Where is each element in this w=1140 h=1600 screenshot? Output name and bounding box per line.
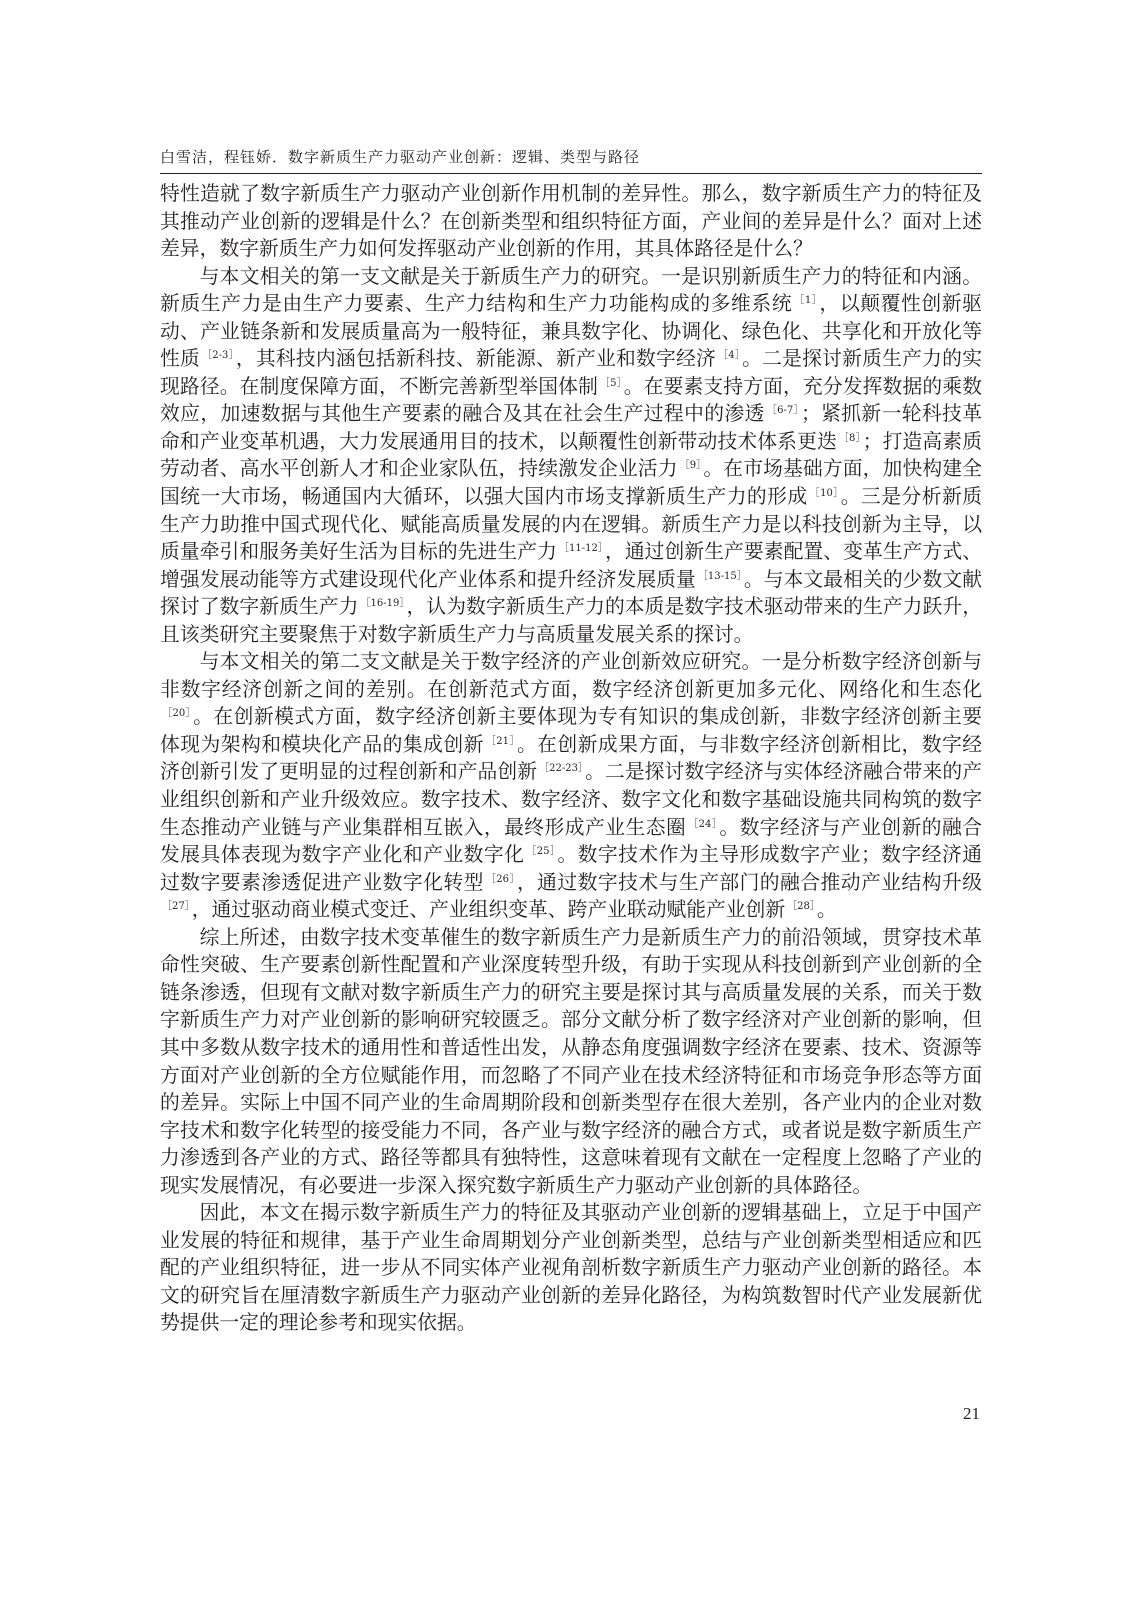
paragraph-text: 与本文相关的第二支文献是关于数字经济的产业创新效应研究。一是分析数字经济创新与非数字经济创新之间的差别。在创新范式方面，数字经济创新更加多元化、网络化和生态化: [160, 650, 982, 701]
paragraph-text: 。数字经济与产业创新的融合发展具体表现为数字产业化和产业数字化: [160, 815, 982, 867]
paragraph-text: 综上所述，由数字技术变革催生的数字新质生产力是新质生产力的前沿领域，贯穿技术革命性突破、生产要素创新性配置和产业深度转型升级，有助于实现从科技创新到产业创新的全链条渗透，但现有文献对数字新质生产力的研究主要是探讨其与高质量发展的关系，而关于数字新质生产力对产业创新的影响研究较匮乏。部分文献分析了数字经济对产业创新的影响，但其中多数从数字技术的通用性和普适性出发，从静态角度强调数字经济在要素、技术、资源等方面对产业创新的全方位赋能作用，而忽略了不同产业在技术经济特征和市场竞争形态等方面的差异。实际上中国不同产业的生命周期阶段和创新类型存在很大差别，各产业内的企业对数字技术和数字化转型的接受能力不同，各产业与数字经济的融合方式，或者说是数字新质生产力渗透到各产业的方式、路径等都具有独特性，这意味着现有文献在一定程度上忽略了产业的现实发展情况，有必要进一步深入探究数字新质生产力驱动产业创新的具体路径。: [160, 925, 982, 1197]
citation-ref[interactable]: ［16-19］: [360, 598, 405, 610]
citation-ref[interactable]: ［27］: [162, 901, 190, 913]
citation-ref[interactable]: ［28］: [787, 901, 815, 913]
paragraph: [160, 180, 982, 263]
citation-ref[interactable]: ［13-15］: [697, 570, 742, 582]
paragraph-text: 。在要素支持方面，充分发挥数据的乘数效应，加速数据与其他生产要素的融合及其在社会生产过程中的渗透: [160, 374, 982, 426]
citation-ref[interactable]: ［10］: [809, 488, 839, 500]
paragraph-text: ，以颠覆性创新驱动、产业链条新和发展质量高为一般特征，兼具数字化、协调化、绿色化、共享化和开放化等性质: [160, 292, 982, 371]
paragraph-text: ，通过驱动商业模式变迁、产业组织变革、跨产业联动赋能产业创新: [191, 898, 786, 922]
citation-ref[interactable]: ［4］: [718, 350, 741, 362]
citation-ref[interactable]: ［9］: [679, 460, 702, 472]
paragraph-text: 。二是探讨新质生产力的实现路径。在制度保障方面，不断完善新型举国体制: [160, 347, 982, 398]
paragraph-text: 。与本文最相关的少数文献探讨了数字新质生产力: [160, 567, 982, 619]
paragraph-text: 。在创新成果方面，与非数字经济创新相比，数字经济创新引发了更明显的过程创新和产品创新: [160, 732, 982, 784]
paragraph-text: 。数字技术作为主导形成数字产业；数字经济通过数字要素渗透促进产业数字化转型: [160, 843, 982, 894]
citation-ref[interactable]: ［6-7］: [766, 405, 799, 417]
citation-ref[interactable]: ［5］: [600, 377, 622, 389]
paragraph-text: ；紧抓新一轮科技革命和产业变革机遇，大力发展通用目的技术，以颠覆性创新带动技术体系更迭: [160, 402, 982, 453]
paragraph-text: 特性造就了数字新质生产力驱动产业创新作用机制的差异性。那么，数字新质生产力的特征及其推动产业创新的逻辑是什么？在创新类型和组织特征方面，产业间的差异是什么？面对上述差异，数字新质生产力如何发挥驱动产业创新的作用，其具体路径是什么？: [160, 182, 982, 261]
paragraph-text: 。三是分析新质生产力助推中国式现代化、赋能高质量发展的内在逻辑。新质生产力是以科技创新为主导，以质量牵引和服务美好生活为目标的先进生产力: [160, 485, 982, 564]
paragraph-text: 。: [816, 898, 837, 922]
header-rule: [160, 173, 982, 174]
paragraph: [160, 263, 982, 649]
citation-ref[interactable]: ［22-23］: [539, 763, 584, 775]
paragraph-text: ，其科技内涵包括新科技、新能源、新产业和数字经济: [235, 347, 717, 371]
citation-ref[interactable]: ［24］: [688, 818, 718, 830]
paragraph: [160, 1199, 982, 1337]
citation-ref[interactable]: ［26］: [485, 873, 515, 885]
paragraph-text: 。在市场基础方面，加快构建全国统一大市场，畅通国内大循环，以强大国内市场支撑新质生产力的形成: [160, 457, 982, 509]
paragraph-text: 与本文相关的第一支文献是关于新质生产力的研究。一是识别新质生产力的特征和内涵。新质生产力是由生产力要素、生产力结构和生产力功能构成的多维系统: [160, 264, 982, 316]
paragraph-text: ，通过数字技术与生产部门的融合推动产业结构升级: [516, 870, 982, 894]
paragraph-text: 因此，本文在揭示数字新质生产力的特征及其驱动产业创新的逻辑基础上，立足于中国产业发展的特征和规律，基于产业生命周期划分产业创新类型，总结与产业创新类型相适应和匹配的产业组织特征，进一步从不同实体产业视角剖析数字新质生产力驱动产业创新的路径。本文的研究旨在厘清数字新质生产力驱动产业创新的差异化路径，为构筑数智时代产业发展新优势提供一定的理论参考和现实依据。: [160, 1201, 982, 1335]
paragraph-text: 。在创新模式方面，数字经济创新主要体现为专有知识的集成创新，非数字经济创新主要体现为架构和模块化产品的集成创新: [160, 705, 982, 756]
citation-ref[interactable]: ［2-3］: [202, 350, 234, 362]
article-body: [160, 180, 982, 1337]
citation-ref[interactable]: ［20］: [162, 708, 192, 720]
paragraph: [160, 924, 982, 1199]
page-number: 21: [963, 1404, 980, 1423]
citation-ref[interactable]: ［25］: [526, 846, 556, 858]
citation-ref[interactable]: ［8］: [838, 432, 861, 444]
citation-ref[interactable]: ［21］: [485, 735, 515, 747]
paragraph-text: 。二是探讨数字经济与实体经济融合带来的产业组织创新和产业升级效应。数字技术、数字经济、数字文化和数字基础设施共同构筑的数字生态推动产业链与产业集群相互嵌入，最终形成产业生态圈: [160, 760, 982, 839]
citation-ref[interactable]: ［11-12］: [558, 543, 603, 555]
paragraph-text: ，认为数字新质生产力的本质是数字技术驱动带来的生产力跃升，且该类研究主要聚焦于对数字新质生产力与高质量发展关系的探讨。: [160, 595, 982, 646]
paragraph-text: ；打造高素质劳动者、高水平创新人才和企业家队伍，持续激发企业活力: [160, 429, 982, 481]
running-head: 白雪洁，程钰娇．数字新质生产力驱动产业创新：逻辑、类型与路径: [160, 148, 641, 166]
citation-ref[interactable]: ［1］: [794, 295, 818, 307]
paragraph: [160, 648, 982, 923]
paragraph-text: ，通过创新生产要素配置、变革生产方式、增强发展动能等方式建设现代化产业体系和提升经济发展质量: [160, 540, 982, 591]
